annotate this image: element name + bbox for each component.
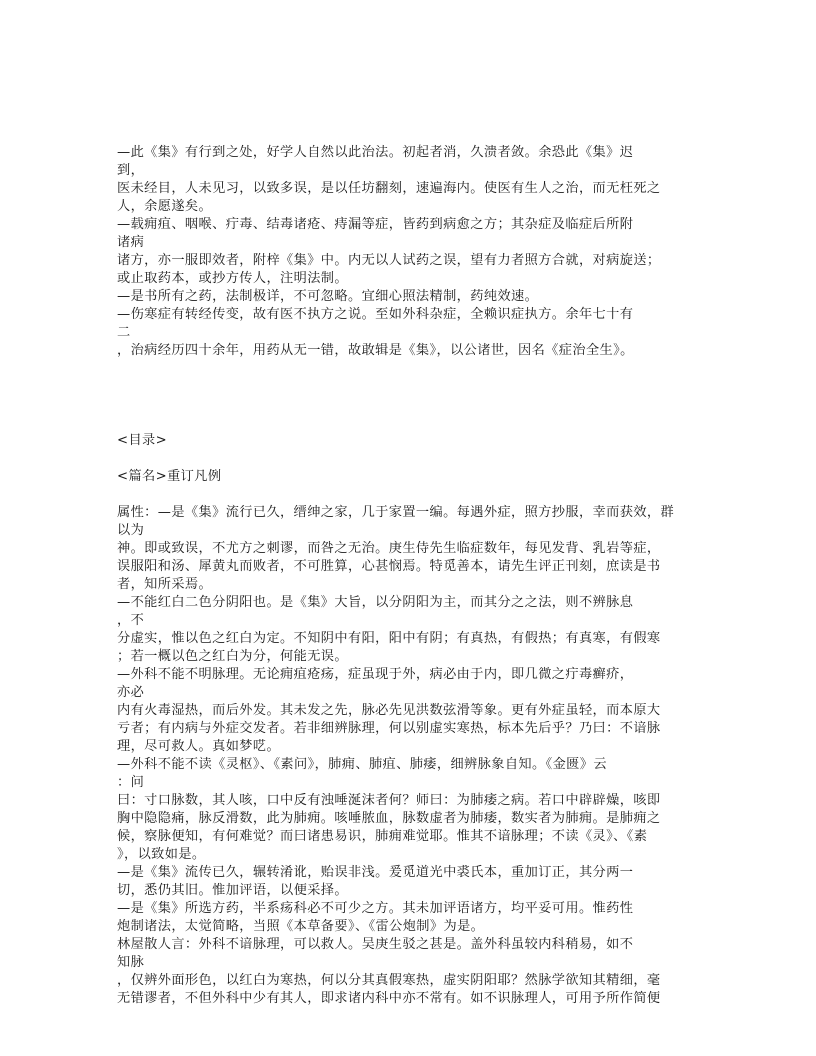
text-line: 医未经目，人未见习，以致多误，是以任坊翻刻，速遍海内。使医有生人之治，而无枉死之 (117, 181, 661, 196)
chapter-title: <篇名>重订凡例 (117, 469, 222, 484)
text-line: —此《集》有行到之处，好学人自然以此治法。初起者消，久溃者敛。余恐此《集》迟 (117, 145, 634, 160)
text-line: 知脉 (117, 955, 145, 970)
text-line: 或止取药本，或抄方传人，注明法制。 (117, 271, 348, 286)
text-line: 误服阳和汤、犀黄丸而败者，不可胜算，心甚悯焉。特觅善本，请先生评正刊刻，庶读是书 (117, 559, 661, 574)
text-line: 神。即或致误，不尤方之刺谬，而咎之无治。庚生侍先生临症数年，每见发背、乳岩等症， (117, 541, 661, 556)
toc-label: <目录> (117, 433, 168, 448)
text-line: 无错谬者，不但外科中少有其人，即求诸内科中亦不常有。如不识脉理人，可用予所作简便 (117, 991, 661, 1006)
text-line: 胸中隐隐痛，脉反滑数，此为肺痈。咳唾脓血，脉数虚者为肺痿，数实者为肺痈。是肺痈之 (117, 811, 661, 826)
text-line: —是《集》流传已久，辗转淆讹，贻误非浅。爰觅道光中裘氏本，重加订正，其分两一 (117, 865, 634, 880)
text-line: ，治病经历四十余年，用药从无一错，故敢辑是《集》，以公诸世，因名《症治全生》。 (117, 343, 634, 358)
text-line: ，不 (117, 613, 145, 628)
text-line: 理，尽可救人。真如梦呓。 (117, 739, 281, 754)
text-line: 亦必 (117, 685, 145, 700)
text-line: ，仅辨外面形色，以红白为寒热，何以分其真假寒热，虚实阴阳耶？然脉学欲知其精细，毫 (117, 973, 661, 988)
body-section (117, 504, 697, 1008)
text-line: 亏者；有内病与外症交发者。若非细辨脉理，何以别虚实寒热，标本先后乎？乃曰：不谙脉 (117, 721, 661, 736)
text-line: ；若一概以色之红白为分，何能无误。 (117, 649, 348, 664)
text-line: —外科不能不读《灵枢》、《素问》，肺痈、肺疽、肺痿，细辨脉象自知。《金匮》云 (117, 757, 607, 772)
spacer (117, 414, 697, 432)
text-line: 二 (117, 325, 131, 340)
preface-section (117, 144, 697, 360)
text-line: —载痈疽、咽喉、疔毒、结毒诸疮、痔漏等症，皆药到病愈之方；其杂症及临症后所附 (117, 217, 634, 232)
spacer (117, 450, 697, 468)
text-line: 到， (117, 163, 145, 178)
text-line: 者，知所采焉。 (117, 577, 213, 592)
text-line: —是《集》所选方药，半系疡科必不可少之方。其未加评语诸方，均平妥可用。惟药性 (117, 901, 634, 916)
spacer (117, 486, 697, 504)
text-line: —是书所有之药，法制极详，不可忽略。宜细心照法精制，药纯效速。 (117, 289, 539, 304)
text-line: —外科不能不明脉理。无论痈疽疮疡，症虽现于外，病必由于内，即几微之疔毒癣疥， (117, 667, 634, 682)
text-line: 曰：寸口脉数，其人咳，口中反有浊唾涎沫者何？师曰：为肺痿之病。若口中辟辟燥，咳即 (117, 793, 661, 808)
text-line: 属性：—是《集》流行已久，缙绅之家，几于家置一编。每遇外症，照方抄服，幸而获效，群 (117, 505, 675, 520)
text-line: —不能红白二色分阴阳也。是《集》大旨，以分阴阳为主，而其分之之法，则不辨脉息 (117, 595, 634, 610)
text-line: ：问 (117, 775, 145, 790)
text-line: 内有火毒湿热，而后外发。其未发之先，脉必先见洪数弦滑等象。更有外症虽轻，而本原大 (117, 703, 661, 718)
document-page (117, 144, 697, 1008)
text-line: 诸方，亦一服即效者，附梓《集》中。内无以人试药之误，望有力者照方合就，对病旋送； (117, 253, 661, 268)
spacer (117, 360, 697, 414)
text-line: 切，悉仍其旧。惟加评语，以便采择。 (117, 883, 348, 898)
text-line: 》，以致如是。 (117, 847, 206, 862)
text-line: 诸病 (117, 235, 145, 250)
text-line: 以为 (117, 523, 145, 538)
text-line: —伤寒症有转经传变，故有医不执方之说。至如外科杂症，全赖识症执方。余年七十有 (117, 307, 634, 322)
text-line: 炮制诸法，太觉简略，当照《本草备要》、《雷公炮制》为是。 (117, 919, 485, 934)
text-line: 林屋散人言：外科不谙脉理，可以救人。吴庚生驳之甚是。盖外科虽较内科稍易，如不 (117, 937, 634, 952)
text-line: 人，余愿遂矣。 (117, 199, 213, 214)
text-line: 候，察脉便知，有何难觉？而曰诸患易识，肺痈难觉耶。惟其不谙脉理；不读《灵》、《素 (117, 829, 648, 844)
text-line: 分虚实，惟以色之红白为定。不知阴中有阳，阳中有阴；有真热，有假热；有真寒，有假寒 (117, 631, 661, 646)
